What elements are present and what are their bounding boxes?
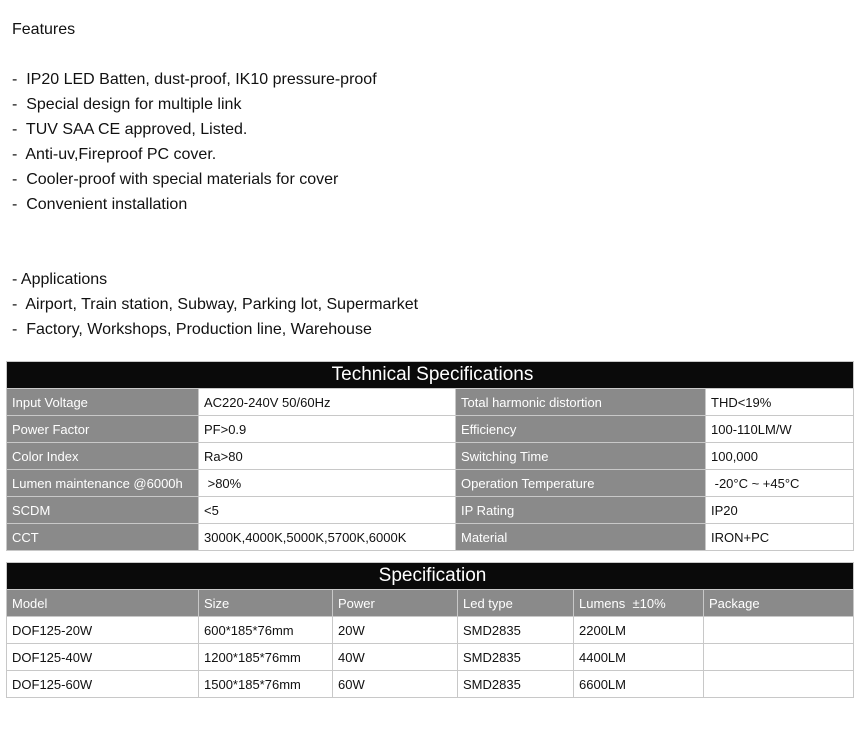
application-item: - Factory, Workshops, Production line, Warehouse [12, 321, 372, 338]
led-type-cell: SMD2835 [458, 644, 574, 671]
package-cell [704, 671, 854, 698]
spec-label: Switching Time [456, 443, 706, 470]
features-heading: Features [12, 21, 76, 38]
led-type-cell: SMD2835 [458, 617, 574, 644]
table-row [7, 416, 854, 443]
spec-label: Operation Temperature [456, 470, 706, 497]
spec-value: -20°C ~ +45°C [706, 470, 854, 497]
feature-item: - Cooler-proof with special materials for cover [12, 171, 339, 188]
spec-label: Color Index [7, 443, 199, 470]
power-cell: 60W [333, 671, 458, 698]
technical-specifications-table [6, 361, 854, 551]
lumens-cell: 6600LM [574, 671, 704, 698]
spec-label: Material [456, 524, 706, 551]
model-cell: DOF125-40W [7, 644, 199, 671]
table-title-row [7, 563, 854, 590]
spec-value: PF>0.9 [199, 416, 456, 443]
power-cell: 40W [333, 644, 458, 671]
applications-heading: - Applications [12, 271, 108, 288]
size-cell: 600*185*76mm [199, 617, 333, 644]
table-row [7, 443, 854, 470]
spec-label: CCT [7, 524, 199, 551]
spec-value: >80% [199, 470, 456, 497]
feature-item: - Special design for multiple link [12, 96, 242, 113]
table-row [7, 497, 854, 524]
package-cell [704, 644, 854, 671]
spec-label: IP Rating [456, 497, 706, 524]
spec-value: THD<19% [706, 389, 854, 416]
table-row [7, 524, 854, 551]
spec-value: AC220-240V 50/60Hz [199, 389, 456, 416]
spec-value: 100-110LM/W [706, 416, 854, 443]
features-list [12, 67, 377, 217]
table-header-row [7, 590, 854, 617]
column-header-size: Size [199, 590, 333, 617]
feature-item: - Anti-uv,Fireproof PC cover. [12, 146, 217, 163]
lumens-cell: 2200LM [574, 617, 704, 644]
table-title-row [7, 362, 854, 389]
spec-label: Total harmonic distortion [456, 389, 706, 416]
column-header-lumens: Lumens ±10% [574, 590, 704, 617]
feature-item: - IP20 LED Batten, dust-proof, IK10 pressure-proof [12, 71, 377, 88]
specification-table [6, 562, 854, 698]
spec-value: IRON+PC [706, 524, 854, 551]
table-row [7, 470, 854, 497]
feature-item: - TUV SAA CE approved, Listed. [12, 121, 248, 138]
feature-item: - Convenient installation [12, 196, 188, 213]
table-row [7, 644, 854, 671]
model-cell: DOF125-20W [7, 617, 199, 644]
column-header-model: Model [7, 590, 199, 617]
power-cell: 20W [333, 617, 458, 644]
lumens-cell: 4400LM [574, 644, 704, 671]
spec-label: Input Voltage [7, 389, 199, 416]
package-cell [704, 617, 854, 644]
size-cell: 1200*185*76mm [199, 644, 333, 671]
technical-specifications-title: Technical Specifications [7, 362, 854, 389]
spec-label: Efficiency [456, 416, 706, 443]
table-row [7, 617, 854, 644]
spec-value: IP20 [706, 497, 854, 524]
spec-value: 100,000 [706, 443, 854, 470]
spec-value: Ra>80 [199, 443, 456, 470]
spec-label: SCDM [7, 497, 199, 524]
model-cell: DOF125-60W [7, 671, 199, 698]
column-header-power: Power [333, 590, 458, 617]
table-row [7, 671, 854, 698]
size-cell: 1500*185*76mm [199, 671, 333, 698]
spec-label: Lumen maintenance @6000h [7, 470, 199, 497]
specification-title: Specification [7, 563, 854, 590]
applications-list [12, 267, 418, 342]
led-type-cell: SMD2835 [458, 671, 574, 698]
application-item: - Airport, Train station, Subway, Parking lot, Supermarket [12, 296, 419, 313]
table-row [7, 389, 854, 416]
column-header-led-type: Led type [458, 590, 574, 617]
spec-value: <5 [199, 497, 456, 524]
spec-value: 3000K,4000K,5000K,5700K,6000K [199, 524, 456, 551]
spec-label: Power Factor [7, 416, 199, 443]
column-header-package: Package [704, 590, 854, 617]
